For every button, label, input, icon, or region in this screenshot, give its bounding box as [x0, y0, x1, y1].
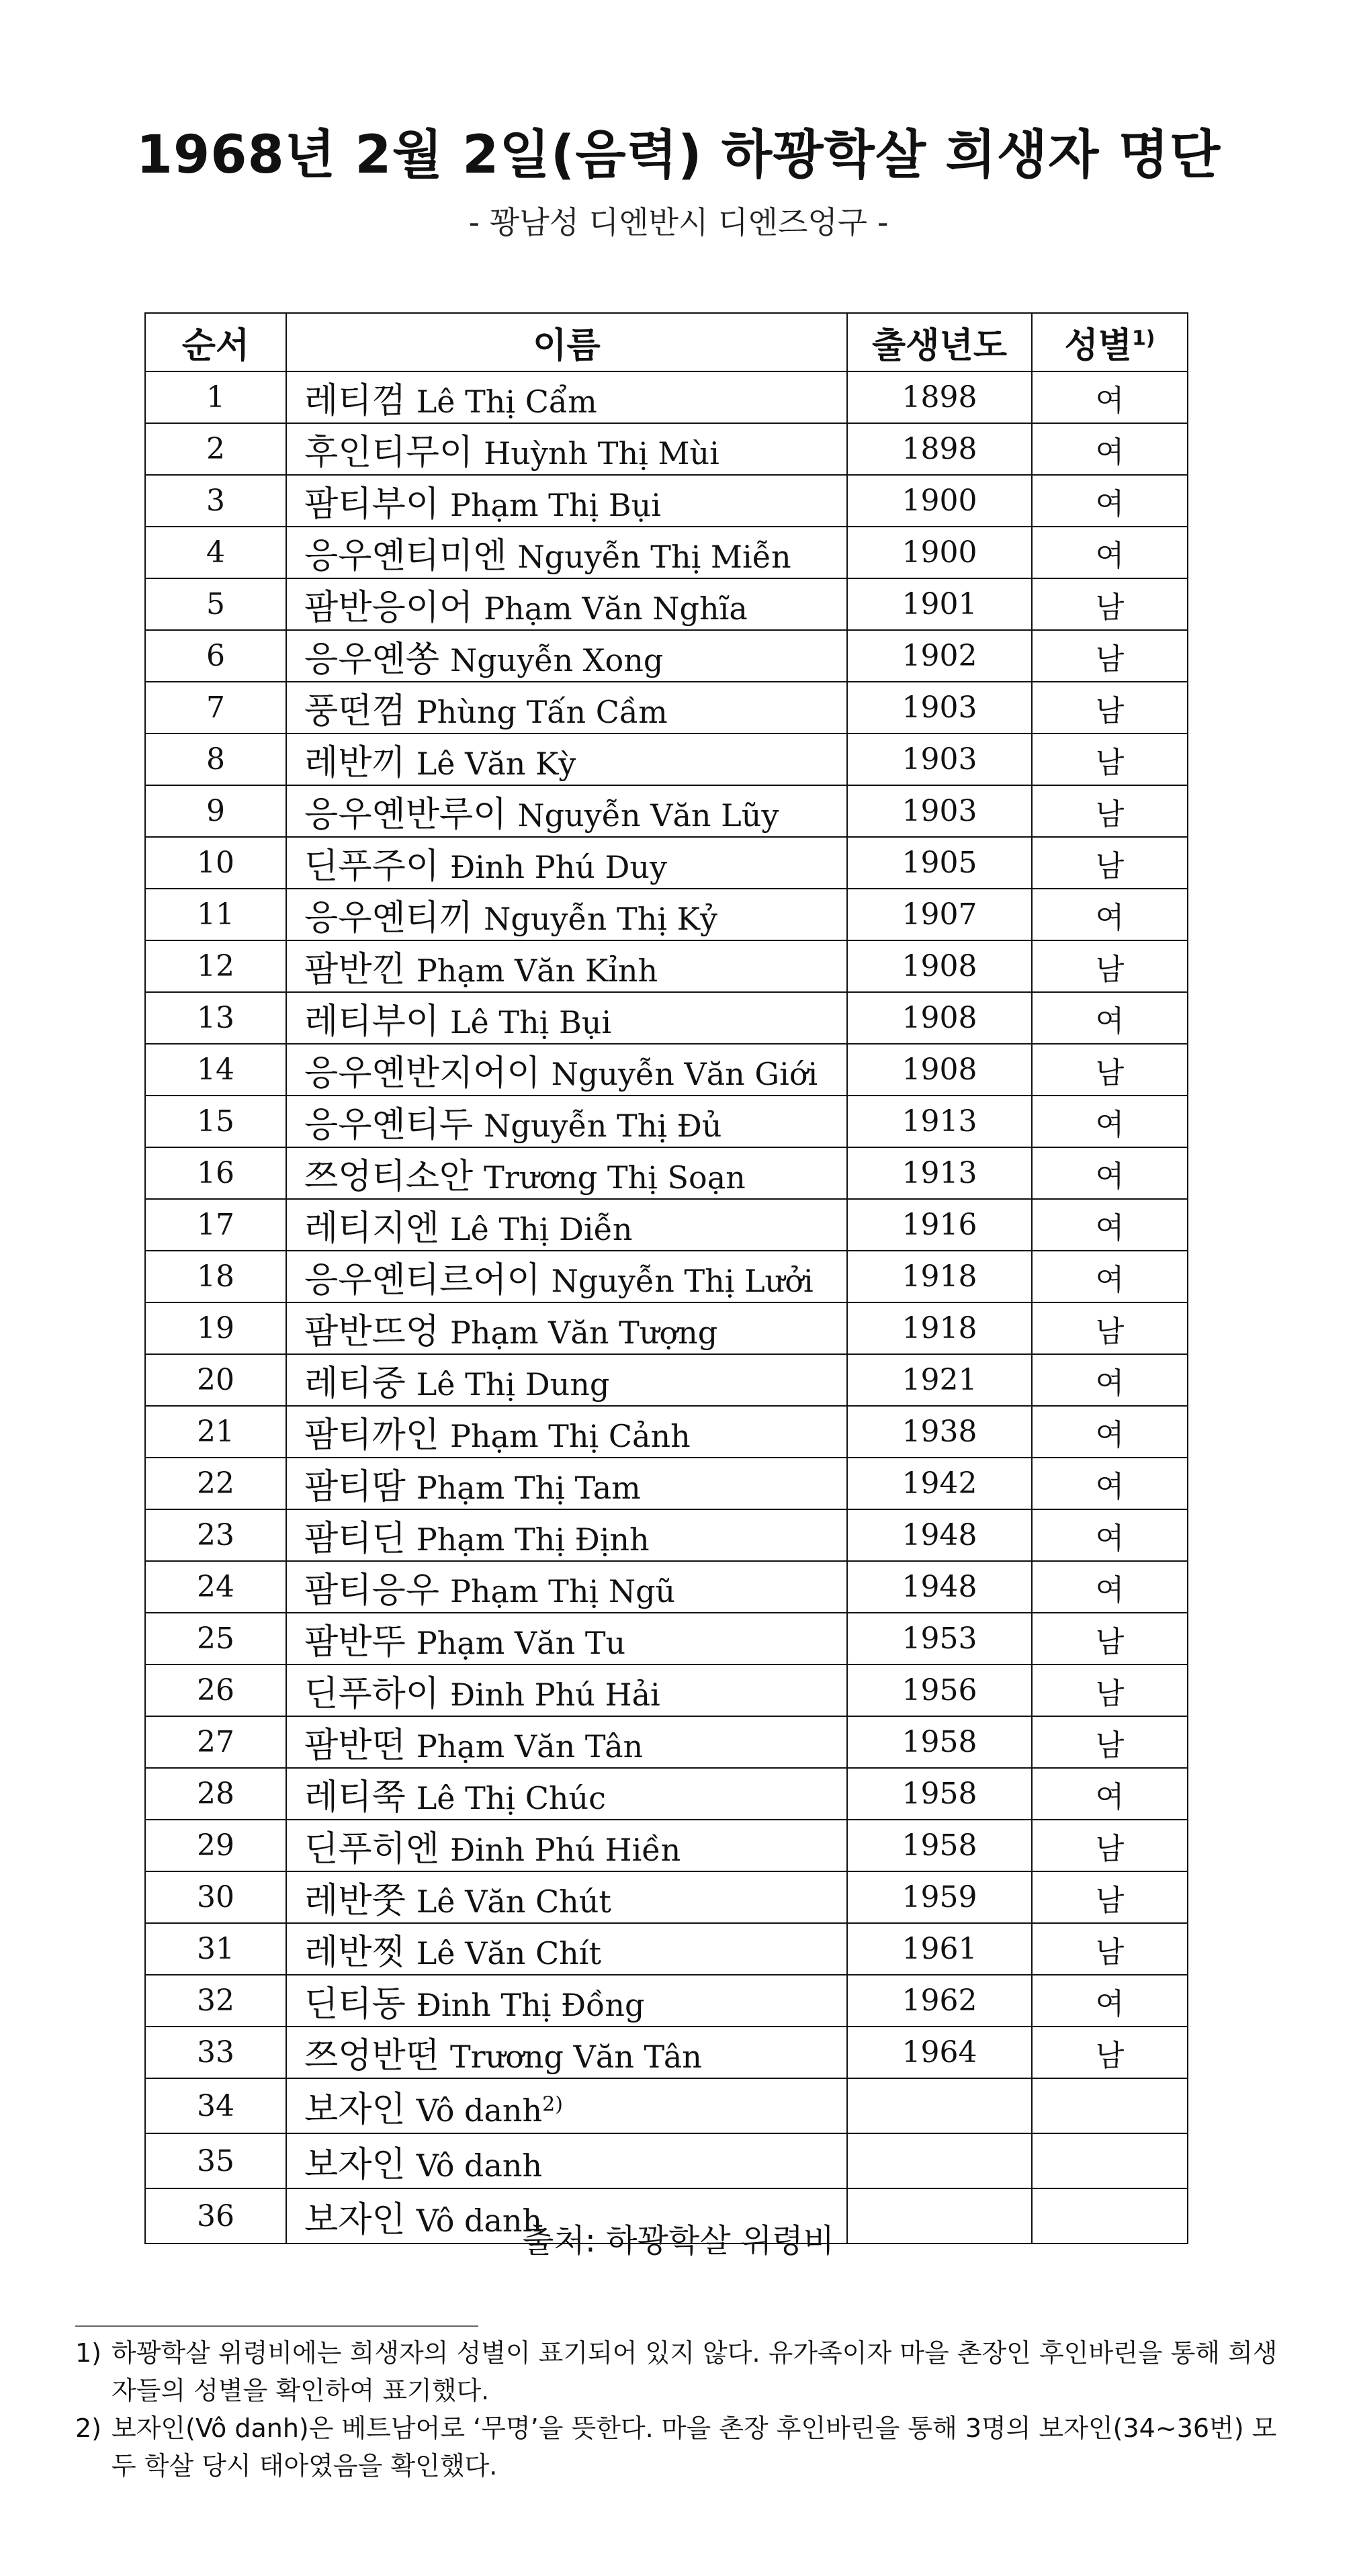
name-vietnamese: Phạm Thị Định	[416, 1521, 650, 1558]
row-birth-year: 1958	[847, 1768, 1032, 1820]
table-row	[145, 1406, 1188, 1458]
row-birth-year: 1903	[847, 734, 1032, 785]
name-vietnamese: Nguyễn Văn Lũy	[517, 797, 779, 834]
row-birth-year: 1908	[847, 940, 1032, 992]
name-korean: 응우옌티끼	[304, 898, 474, 938]
row-order: 4	[145, 527, 286, 578]
header-birth-year: 출생년도	[847, 313, 1032, 371]
row-name	[286, 1716, 847, 1768]
row-gender: 남	[1032, 1923, 1188, 1975]
name-korean: 레반쭛	[304, 1881, 406, 1921]
name-vietnamese: Nguyễn Thị Kỷ	[484, 901, 718, 937]
row-order: 18	[145, 1251, 286, 1302]
row-name	[286, 1975, 847, 2027]
row-gender: 남	[1032, 682, 1188, 734]
header-gender	[1032, 313, 1188, 371]
name-korean: 레티껌	[304, 381, 406, 421]
row-order: 27	[145, 1716, 286, 1768]
table-row	[145, 1820, 1188, 1871]
row-gender: 남	[1032, 1871, 1188, 1923]
row-order: 3	[145, 475, 286, 527]
name-korean: 팜반응이어	[304, 588, 474, 628]
row-name	[286, 2078, 847, 2133]
name-korean: 팜티까인	[304, 1415, 439, 1456]
row-order: 11	[145, 889, 286, 940]
table-header-row	[145, 313, 1188, 371]
footnote-text: 보자인(Vô danh)은 베트남어로 ‘무명’을 뜻한다. 마을 촌장 후인바린을 통해 3명의 보자인(34~36번) 모두 학살 당시 태아였음을 확인했다.	[112, 2413, 1277, 2481]
row-gender: 여	[1032, 1354, 1188, 1406]
name-korean: 팜반뜨엉	[304, 1312, 439, 1352]
name-korean: 보자인	[304, 2089, 406, 2130]
table-row	[145, 837, 1188, 889]
row-gender: 여	[1032, 527, 1188, 578]
row-gender: 남	[1032, 837, 1188, 889]
table-row	[145, 527, 1188, 578]
row-birth-year: 1900	[847, 527, 1032, 578]
table-row	[145, 1096, 1188, 1147]
name-vietnamese: Lê Thị Diễn	[449, 1211, 633, 1247]
footnote-mark: 2)	[75, 2413, 102, 2443]
row-name	[286, 889, 847, 940]
name-vietnamese: Phạm Văn Tượng	[449, 1315, 718, 1351]
name-korean: 레티중	[304, 1364, 406, 1404]
row-birth-year: 1921	[847, 1354, 1032, 1406]
table-body	[145, 371, 1188, 2244]
row-gender: 여	[1032, 423, 1188, 475]
row-order: 26	[145, 1664, 286, 1716]
row-birth-year: 1903	[847, 682, 1032, 734]
name-vietnamese: Phùng Tấn Cầm	[416, 694, 668, 730]
name-vietnamese: Phạm Thị Bụi	[449, 487, 661, 523]
name-korean: 레티쭉	[304, 1777, 406, 1818]
row-gender: 여	[1032, 1458, 1188, 1509]
row-order: 5	[145, 578, 286, 630]
footnote-1	[75, 2334, 1278, 2409]
row-name	[286, 1354, 847, 1406]
table-row	[145, 1251, 1188, 1302]
row-birth-year: 1918	[847, 1302, 1032, 1354]
row-gender: 여	[1032, 1561, 1188, 1613]
row-gender: 여	[1032, 1147, 1188, 1199]
row-birth-year	[847, 2078, 1032, 2133]
name-korean: 팜반떤	[304, 1726, 406, 1766]
row-order: 29	[145, 1820, 286, 1871]
row-order: 16	[145, 1147, 286, 1199]
row-name	[286, 1044, 847, 1096]
name-korean: 팜티땀	[304, 1467, 406, 1507]
name-vietnamese: Đinh Phú Hiền	[449, 1832, 681, 1868]
row-name	[286, 527, 847, 578]
name-vietnamese: Lê Thị Dung	[416, 1366, 610, 1403]
table-row	[145, 682, 1188, 734]
row-birth-year: 1948	[847, 1509, 1032, 1561]
name-vietnamese: Huỳnh Thị Mùi	[484, 435, 719, 472]
row-birth-year: 1900	[847, 475, 1032, 527]
footnote-text: 하꽝학살 위령비에는 희생자의 성별이 표기되어 있지 않다. 유가족이자 마을 촌장인 후인바린을 통해 희생자들의 성별을 확인하여 표기했다.	[112, 2338, 1278, 2405]
row-order: 14	[145, 1044, 286, 1096]
name-vietnamese: Phạm Văn Kỉnh	[416, 952, 658, 989]
row-gender: 여	[1032, 475, 1188, 527]
name-vietnamese: Phạm Thị Cảnh	[449, 1418, 691, 1454]
footnote-ref-2: 2)	[542, 2092, 563, 2116]
name-vietnamese: Đinh Phú Hải	[449, 1677, 660, 1713]
row-order: 33	[145, 2027, 286, 2078]
row-name	[286, 1871, 847, 1923]
row-gender: 남	[1032, 1302, 1188, 1354]
row-order: 13	[145, 992, 286, 1044]
header-name: 이름	[286, 313, 847, 371]
row-name	[286, 1096, 847, 1147]
row-name	[286, 2027, 847, 2078]
row-name	[286, 1458, 847, 1509]
row-birth-year: 1898	[847, 371, 1032, 423]
row-birth-year: 1942	[847, 1458, 1032, 1509]
table-row	[145, 371, 1188, 423]
footnote-ref-1: 1)	[1131, 326, 1155, 351]
name-vietnamese: Lê Văn Chít	[416, 1935, 602, 1971]
name-vietnamese: Nguyễn Văn Giới	[551, 1056, 818, 1092]
name-korean: 레반찟	[304, 1933, 406, 1973]
row-name	[286, 371, 847, 423]
header-order: 순서	[145, 313, 286, 371]
name-vietnamese: Phạm Văn Tu	[416, 1625, 626, 1661]
row-birth-year: 1913	[847, 1147, 1032, 1199]
row-order: 19	[145, 1302, 286, 1354]
table-row	[145, 1561, 1188, 1613]
row-gender: 여	[1032, 1406, 1188, 1458]
row-name	[286, 1302, 847, 1354]
row-gender: 여	[1032, 1199, 1188, 1251]
row-name	[286, 475, 847, 527]
name-korean: 레티부이	[304, 1002, 439, 1042]
row-gender	[1032, 2078, 1188, 2133]
source-note: 출처: 하꽝학살 위령비	[522, 2222, 834, 2260]
table-row	[145, 1509, 1188, 1561]
table-row	[145, 1871, 1188, 1923]
row-gender: 여	[1032, 1509, 1188, 1561]
row-order: 8	[145, 734, 286, 785]
row-order: 10	[145, 837, 286, 889]
name-korean: 팜반뚜	[304, 1622, 406, 1662]
row-name	[286, 1613, 847, 1664]
row-order: 2	[145, 423, 286, 475]
name-korean: 쯔엉반떤	[304, 2036, 439, 2076]
row-birth-year: 1959	[847, 1871, 1032, 1923]
name-vietnamese: Vô danh	[416, 2202, 543, 2239]
row-name	[286, 2133, 847, 2188]
row-birth-year: 1962	[847, 1975, 1032, 2027]
row-order: 20	[145, 1354, 286, 1406]
row-order: 34	[145, 2078, 286, 2133]
row-order: 1	[145, 371, 286, 423]
table-row	[145, 1199, 1188, 1251]
row-gender: 남	[1032, 578, 1188, 630]
row-order: 35	[145, 2133, 286, 2188]
row-name	[286, 1509, 847, 1561]
name-vietnamese: Đinh Phú Duy	[449, 849, 667, 885]
footnote-2	[75, 2409, 1278, 2485]
row-gender	[1032, 2133, 1188, 2188]
name-korean: 딘푸하이	[304, 1674, 439, 1714]
row-gender: 여	[1032, 1768, 1188, 1820]
table-row	[145, 992, 1188, 1044]
row-name	[286, 785, 847, 837]
table-row	[145, 1716, 1188, 1768]
name-korean: 풍떤껌	[304, 691, 406, 731]
row-order: 22	[145, 1458, 286, 1509]
row-name	[286, 734, 847, 785]
row-birth-year: 1953	[847, 1613, 1032, 1664]
name-korean: 보자인	[304, 2199, 406, 2240]
name-korean: 응우옌티미엔	[304, 536, 507, 576]
name-vietnamese: Lê Thị Bụi	[449, 1004, 612, 1040]
name-vietnamese: Phạm Văn Nghĩa	[484, 590, 748, 627]
row-order: 31	[145, 1923, 286, 1975]
name-korean: 딘푸히엔	[304, 1829, 439, 1869]
row-order: 32	[145, 1975, 286, 2027]
name-vietnamese: Lê Văn Chút	[416, 1883, 611, 1920]
row-name	[286, 1923, 847, 1975]
row-name	[286, 1820, 847, 1871]
name-vietnamese: Phạm Thị Tam	[416, 1470, 641, 1506]
name-korean: 쯔엉티소안	[304, 1157, 474, 1197]
row-order: 9	[145, 785, 286, 837]
row-gender: 여	[1032, 371, 1188, 423]
header-gender-label: 성별	[1064, 326, 1132, 366]
row-name	[286, 1561, 847, 1613]
name-vietnamese: Phạm Thị Ngũ	[449, 1573, 676, 1609]
name-korean: 응우옌쏭	[304, 639, 439, 680]
row-order: 23	[145, 1509, 286, 1561]
table-row	[145, 1044, 1188, 1096]
name-vietnamese: Vô danh	[416, 2147, 543, 2184]
name-korean: 응우옌반루이	[304, 795, 507, 835]
row-gender: 남	[1032, 1664, 1188, 1716]
row-name	[286, 630, 847, 682]
row-gender: 여	[1032, 992, 1188, 1044]
row-order: 15	[145, 1096, 286, 1147]
row-birth-year: 1916	[847, 1199, 1032, 1251]
table-row	[145, 423, 1188, 475]
name-korean: 팜티응우	[304, 1570, 439, 1611]
row-name	[286, 837, 847, 889]
row-gender: 여	[1032, 1096, 1188, 1147]
row-gender: 여	[1032, 889, 1188, 940]
name-vietnamese: Lê Thị Cẩm	[416, 384, 597, 420]
table-row	[145, 475, 1188, 527]
row-name	[286, 940, 847, 992]
name-vietnamese: Nguyễn Thị Miễn	[517, 539, 791, 575]
row-gender: 남	[1032, 630, 1188, 682]
table-row	[145, 1354, 1188, 1406]
table-row	[145, 1975, 1188, 2027]
name-vietnamese: Vô danh	[416, 2092, 543, 2129]
name-vietnamese: Nguyễn Xong	[449, 642, 664, 678]
row-order: 21	[145, 1406, 286, 1458]
row-gender: 남	[1032, 1820, 1188, 1871]
row-name	[286, 423, 847, 475]
row-order: 25	[145, 1613, 286, 1664]
name-korean: 딘푸주이	[304, 846, 439, 887]
row-name	[286, 1768, 847, 1820]
table-row	[145, 1458, 1188, 1509]
row-order: 24	[145, 1561, 286, 1613]
row-gender: 남	[1032, 1716, 1188, 1768]
row-birth-year: 1902	[847, 630, 1032, 682]
row-name	[286, 578, 847, 630]
table-row	[145, 630, 1188, 682]
footnote-divider	[75, 2325, 478, 2327]
row-name	[286, 1199, 847, 1251]
row-gender: 여	[1032, 1975, 1188, 2027]
page-title: 1968년 2월 2일(음력) 하꽝학살 희생자 명단	[136, 125, 1221, 185]
row-birth-year: 1913	[847, 1096, 1032, 1147]
name-vietnamese: Trương Văn Tân	[449, 2039, 702, 2075]
row-order: 30	[145, 1871, 286, 1923]
table-row	[145, 1147, 1188, 1199]
row-birth-year: 1908	[847, 992, 1032, 1044]
row-birth-year: 1938	[847, 1406, 1032, 1458]
row-order: 28	[145, 1768, 286, 1820]
name-korean: 후인티무이	[304, 433, 474, 473]
name-korean: 레반끼	[304, 743, 406, 783]
row-birth-year: 1956	[847, 1664, 1032, 1716]
table-row	[145, 2133, 1188, 2188]
row-birth-year: 1961	[847, 1923, 1032, 1975]
name-korean: 레티지엔	[304, 1208, 439, 1249]
name-korean: 보자인	[304, 2144, 406, 2185]
row-gender: 남	[1032, 940, 1188, 992]
row-name	[286, 1406, 847, 1458]
name-korean: 응우옌반지어이	[304, 1053, 541, 1094]
row-birth-year: 1901	[847, 578, 1032, 630]
row-birth-year: 1905	[847, 837, 1032, 889]
table-row	[145, 785, 1188, 837]
row-name	[286, 1664, 847, 1716]
table-row	[145, 1923, 1188, 1975]
row-birth-year: 1903	[847, 785, 1032, 837]
name-vietnamese: Đinh Thị Đồng	[416, 1987, 645, 2023]
name-vietnamese: Lê Văn Kỳ	[416, 746, 576, 782]
table-row	[145, 1664, 1188, 1716]
name-vietnamese: Lê Thị Chúc	[416, 1780, 606, 1816]
row-gender: 남	[1032, 734, 1188, 785]
row-name	[286, 1251, 847, 1302]
footnotes	[75, 2334, 1278, 2485]
table-row	[145, 889, 1188, 940]
row-name	[286, 682, 847, 734]
name-vietnamese: Nguyễn Thị Lưởi	[551, 1263, 814, 1299]
name-korean: 응우옌티두	[304, 1105, 474, 1145]
footnote-mark: 1)	[75, 2338, 102, 2368]
table-row	[145, 2078, 1188, 2133]
row-birth-year: 1958	[847, 1820, 1032, 1871]
row-birth-year: 1908	[847, 1044, 1032, 1096]
name-vietnamese: Nguyễn Thị Đủ	[484, 1108, 722, 1144]
table-row	[145, 1613, 1188, 1664]
row-order: 7	[145, 682, 286, 734]
name-vietnamese: Phạm Văn Tân	[416, 1728, 644, 1765]
name-korean: 팜티부이	[304, 484, 439, 525]
row-gender: 여	[1032, 1251, 1188, 1302]
row-birth-year: 1948	[847, 1561, 1032, 1613]
row-birth-year: 1898	[847, 423, 1032, 475]
row-order: 17	[145, 1199, 286, 1251]
table-row	[145, 940, 1188, 992]
victim-table	[144, 312, 1188, 2244]
table-row	[145, 1768, 1188, 1820]
name-korean: 팜티딘	[304, 1519, 406, 1559]
row-gender: 남	[1032, 1044, 1188, 1096]
row-order: 12	[145, 940, 286, 992]
row-birth-year: 1964	[847, 2027, 1032, 2078]
row-name	[286, 1147, 847, 1199]
row-birth-year: 1918	[847, 1251, 1032, 1302]
table-row	[145, 1302, 1188, 1354]
name-korean: 딘티동	[304, 1984, 406, 2025]
row-gender: 남	[1032, 1613, 1188, 1664]
row-gender: 남	[1032, 2027, 1188, 2078]
row-gender: 남	[1032, 785, 1188, 837]
table-row	[145, 2027, 1188, 2078]
row-birth-year: 1907	[847, 889, 1032, 940]
name-vietnamese: Trương Thị Soạn	[484, 1159, 746, 1196]
row-name	[286, 992, 847, 1044]
name-korean: 응우옌티르어이	[304, 1260, 541, 1300]
name-korean: 팜반낀	[304, 950, 406, 990]
row-birth-year	[847, 2133, 1032, 2188]
table-row	[145, 734, 1188, 785]
row-order: 36	[145, 2188, 286, 2244]
table-row	[145, 578, 1188, 630]
page-subtitle: - 꽝남성 디엔반시 디엔즈엉구 -	[468, 204, 889, 240]
row-birth-year: 1958	[847, 1716, 1032, 1768]
row-order: 6	[145, 630, 286, 682]
